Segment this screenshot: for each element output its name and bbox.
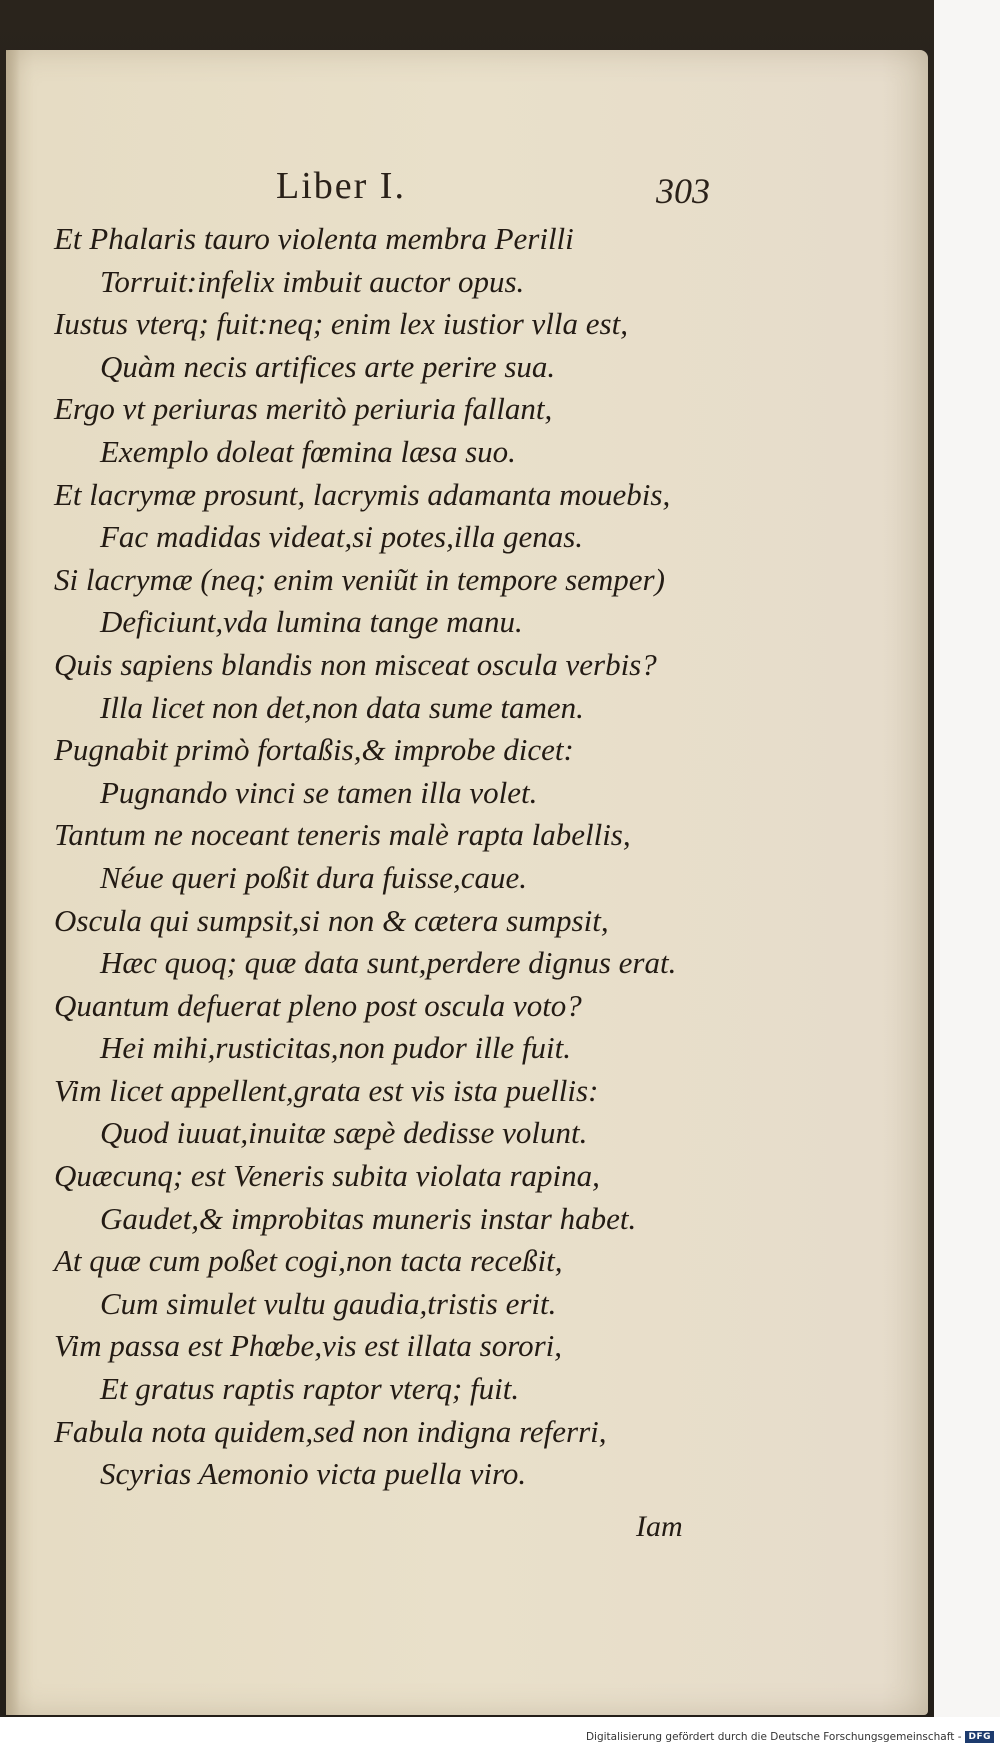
verse-block [54, 218, 904, 1496]
verse-line: Gaudet,& improbitas muneris instar habet. [100, 1200, 637, 1236]
verse-line: Pugnabit primò fortaßis,& improbe dicet: [54, 732, 574, 768]
verse-line: Quæcunq; est Veneris subita violata rapina, [54, 1158, 600, 1194]
page-number: 303 [656, 171, 710, 211]
verse-line: Et lacrymæ prosunt, lacrymis adamanta mouebis, [54, 476, 671, 512]
verse-line: Quod iuuat,inuitæ sæpè dedisse volunt. [100, 1115, 588, 1151]
verse-line: Hæc quoq; quæ data sunt,perdere dignus erat. [100, 945, 677, 981]
catchword: Iam [636, 1510, 683, 1543]
credit-text: Digitalisierung gefördert durch die Deutsche Forschungsgemeinschaft - [585, 1731, 962, 1743]
dfg-logo-icon: DFG [965, 1731, 994, 1743]
verse-line: Cum simulet vultu gaudia,tristis erit. [100, 1285, 557, 1321]
verse-line: Fac madidas videat,si potes,illa genas. [100, 519, 584, 555]
verse-line: Et gratus raptis raptor vterq; fuit. [100, 1371, 520, 1407]
verse-line: Tantum ne noceant teneris malè rapta labellis, [54, 817, 631, 853]
verse-line: Quantum defuerat pleno post oscula voto? [54, 987, 582, 1023]
verse-line: Scyrias Aemonio victa puella viro. [100, 1456, 527, 1492]
verse-line: Si lacrymæ (neq; enim veniũt in tempore semper) [54, 561, 665, 597]
running-head: Liber I. [276, 165, 406, 207]
verse-line: Oscula qui sumpsit,si non & cætera sumpsit, [54, 902, 609, 938]
verse-line: Pugnando vinci se tamen illa volet. [100, 774, 538, 810]
verse-line: At quæ cum poßet cogi,non tacta receßit, [54, 1243, 563, 1279]
book-page [6, 50, 928, 1715]
verse-line: Iustus vterq; fuit:neq; enim lex iustior vlla est, [54, 306, 628, 342]
digitization-credit [586, 1731, 994, 1743]
verse-line: Ergo vt periuras meritò periuria fallant, [54, 391, 553, 427]
page-header [6, 150, 928, 210]
verse-line: Illa licet non det,non data sume tamen. [100, 689, 584, 725]
verse-line: Quis sapiens blandis non misceat oscula verbis? [54, 646, 657, 682]
right-margin-strip [934, 0, 1000, 1747]
verse-line: Vim passa est Phœbe,vis est illata sorori, [54, 1328, 563, 1364]
verse-line: Deficiunt,vda lumina tange manu. [100, 604, 523, 640]
verse-line: Exemplo doleat fœmina læsa suo. [100, 433, 516, 469]
verse-line: Néue queri poßit dura fuisse,caue. [100, 859, 528, 895]
verse-line: Torruit:infelix imbuit auctor opus. [100, 263, 525, 299]
verse-line: Et Phalaris tauro violenta membra Perilli [54, 221, 574, 256]
verse-line: Vim licet appellent,grata est vis ista puellis: [54, 1072, 599, 1108]
verse-line: Quàm necis artifices arte perire sua. [100, 348, 556, 384]
verse-line: Fabula nota quidem,sed non indigna referri, [54, 1413, 607, 1449]
verse-line: Hei mihi,rusticitas,non pudor ille fuit. [100, 1030, 572, 1066]
